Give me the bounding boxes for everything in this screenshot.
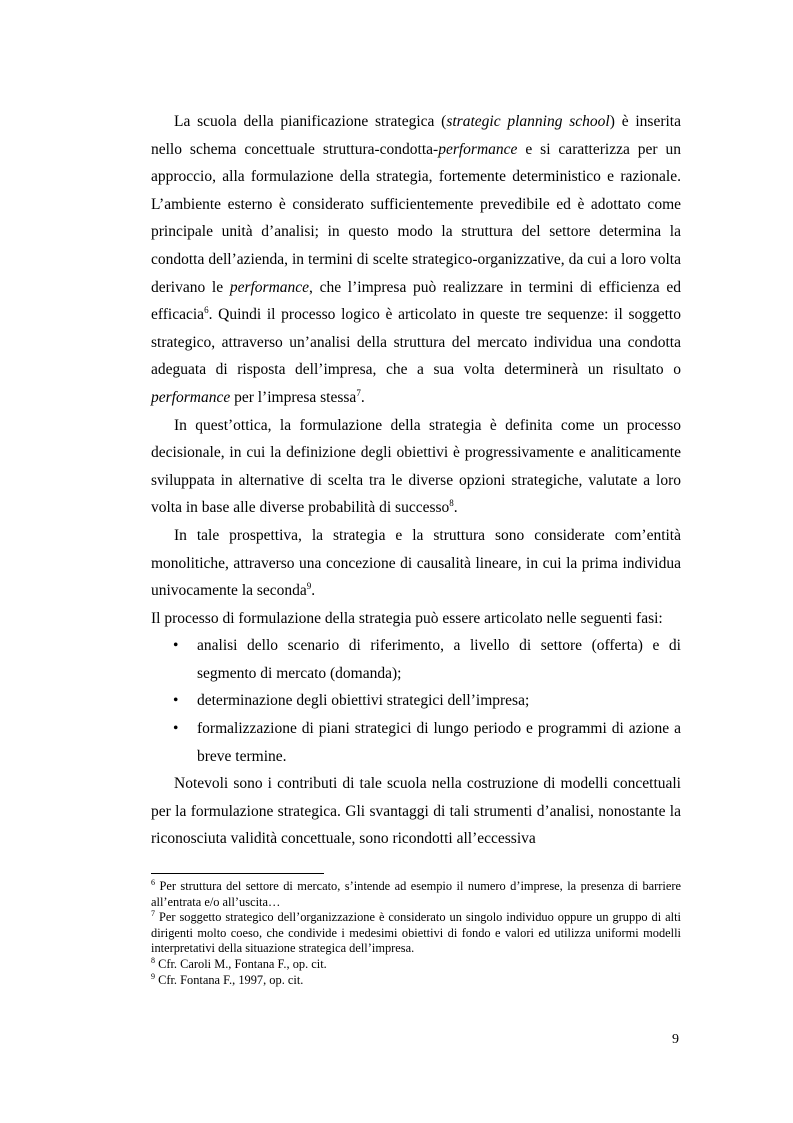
footnote-ref-8: 8	[449, 498, 454, 509]
paragraph-strategy-structure: In tale prospettiva, la strategia e la struttura sono considerate com’entità monolitiche, attraverso una concezione di causalità lineare, in cui la prima individua univocamente la seconda$^9$.	[151, 526, 681, 600]
footnote-7: $^7$ Per soggetto strategico dell’organizzazione è considerato un singolo individuo oppure un gruppo di alti dirigenti molto coeso, che condivide i medesimi obiettivi di fondo e valori ed utilizza uniformi modelli interpretativi della situazione strategica dell’impresa.	[151, 909, 681, 956]
list-item: • formalizzazione di piani strategici di lungo periodo e programmi di azione a breve termine.	[151, 715, 681, 770]
page-body	[151, 108, 681, 853]
footnote-8: $^8$ Cfr. Caroli M., Fontana F., op. cit.	[151, 955, 327, 971]
page-number: 9	[672, 1032, 679, 1047]
footnote-separator	[151, 873, 324, 874]
footnote-ref-7: 7	[356, 387, 361, 398]
footnote-9: $^9$ Cfr. Fontana F., 1997, op. cit.	[151, 971, 304, 987]
footnote-ref-6: 6	[204, 305, 209, 315]
paragraph-phases-intro: Il processo di formulazione della strategia può essere articolato nelle seguenti fasi:	[151, 609, 663, 627]
paragraph-strategic-planning-school: La scuola della pianificazione strategica (strategic planning school) è inserita nello schema concettuale struttura-condotta-performance e si caratterizza per un approccio, alla formulazione della strategia, fortemente deterministico e razionale. L’ambiente esterno è considerato sufficientemente prevedibile ed è adottato come principale unità d’analisi; in questo modo la struttura del settore determina la condotta dell’azienda, in termini di scelte strategico-organizzative, da cui a loro volta derivano le performance, che l’impresa può realizzare in termini di efficienza ed efficacia$^6$. Quindi il processo logico è articolato in queste tre sequenze: il soggetto strategico, attraverso un’analisi della struttura del mercato individua una condotta adeguata di risposta dell’impresa, che a sua volta determinerà un risultato o performance per l’impresa stessa$^7$.	[151, 113, 681, 406]
list-item: • analisi dello scenario di riferimento, a livello di settore (offerta) e di segmento di mercato (domanda);	[151, 632, 681, 687]
footnotes	[151, 879, 681, 988]
bullet-icon: •	[173, 637, 179, 655]
paragraph-decision-process: In quest’ottica, la formulazione della strategia è definita come un processo decisionale, in cui la definizione degli obiettivi è progressivamente e analiticamente sviluppata in alternative di scelta tra le diverse opzioni strategiche, valutate a loro volta in base alle diverse probabilità di successo$^8$.	[151, 416, 681, 517]
paragraph-contributions: Notevoli sono i contributi di tale scuola nella costruzione di modelli concettuali per la formulazione strategica. Gli svantaggi di tali strumenti d’analisi, nonostante la riconosciuta validità concettuale, sono ricondotti all’eccessiva	[151, 775, 681, 848]
footnote-ref-9: 9	[306, 580, 312, 591]
footnote-6: $^6$ Per struttura del settore di mercato, s’intende ad esempio il numero d’imprese, la presenza di barriere all’entrata e/o all’uscita…	[151, 877, 681, 909]
list-item: • determinazione degli obiettivi strategici dell’impresa;	[151, 687, 681, 715]
phases-list	[151, 632, 681, 770]
bullet-icon: •	[173, 692, 179, 710]
bullet-icon: •	[173, 720, 179, 738]
